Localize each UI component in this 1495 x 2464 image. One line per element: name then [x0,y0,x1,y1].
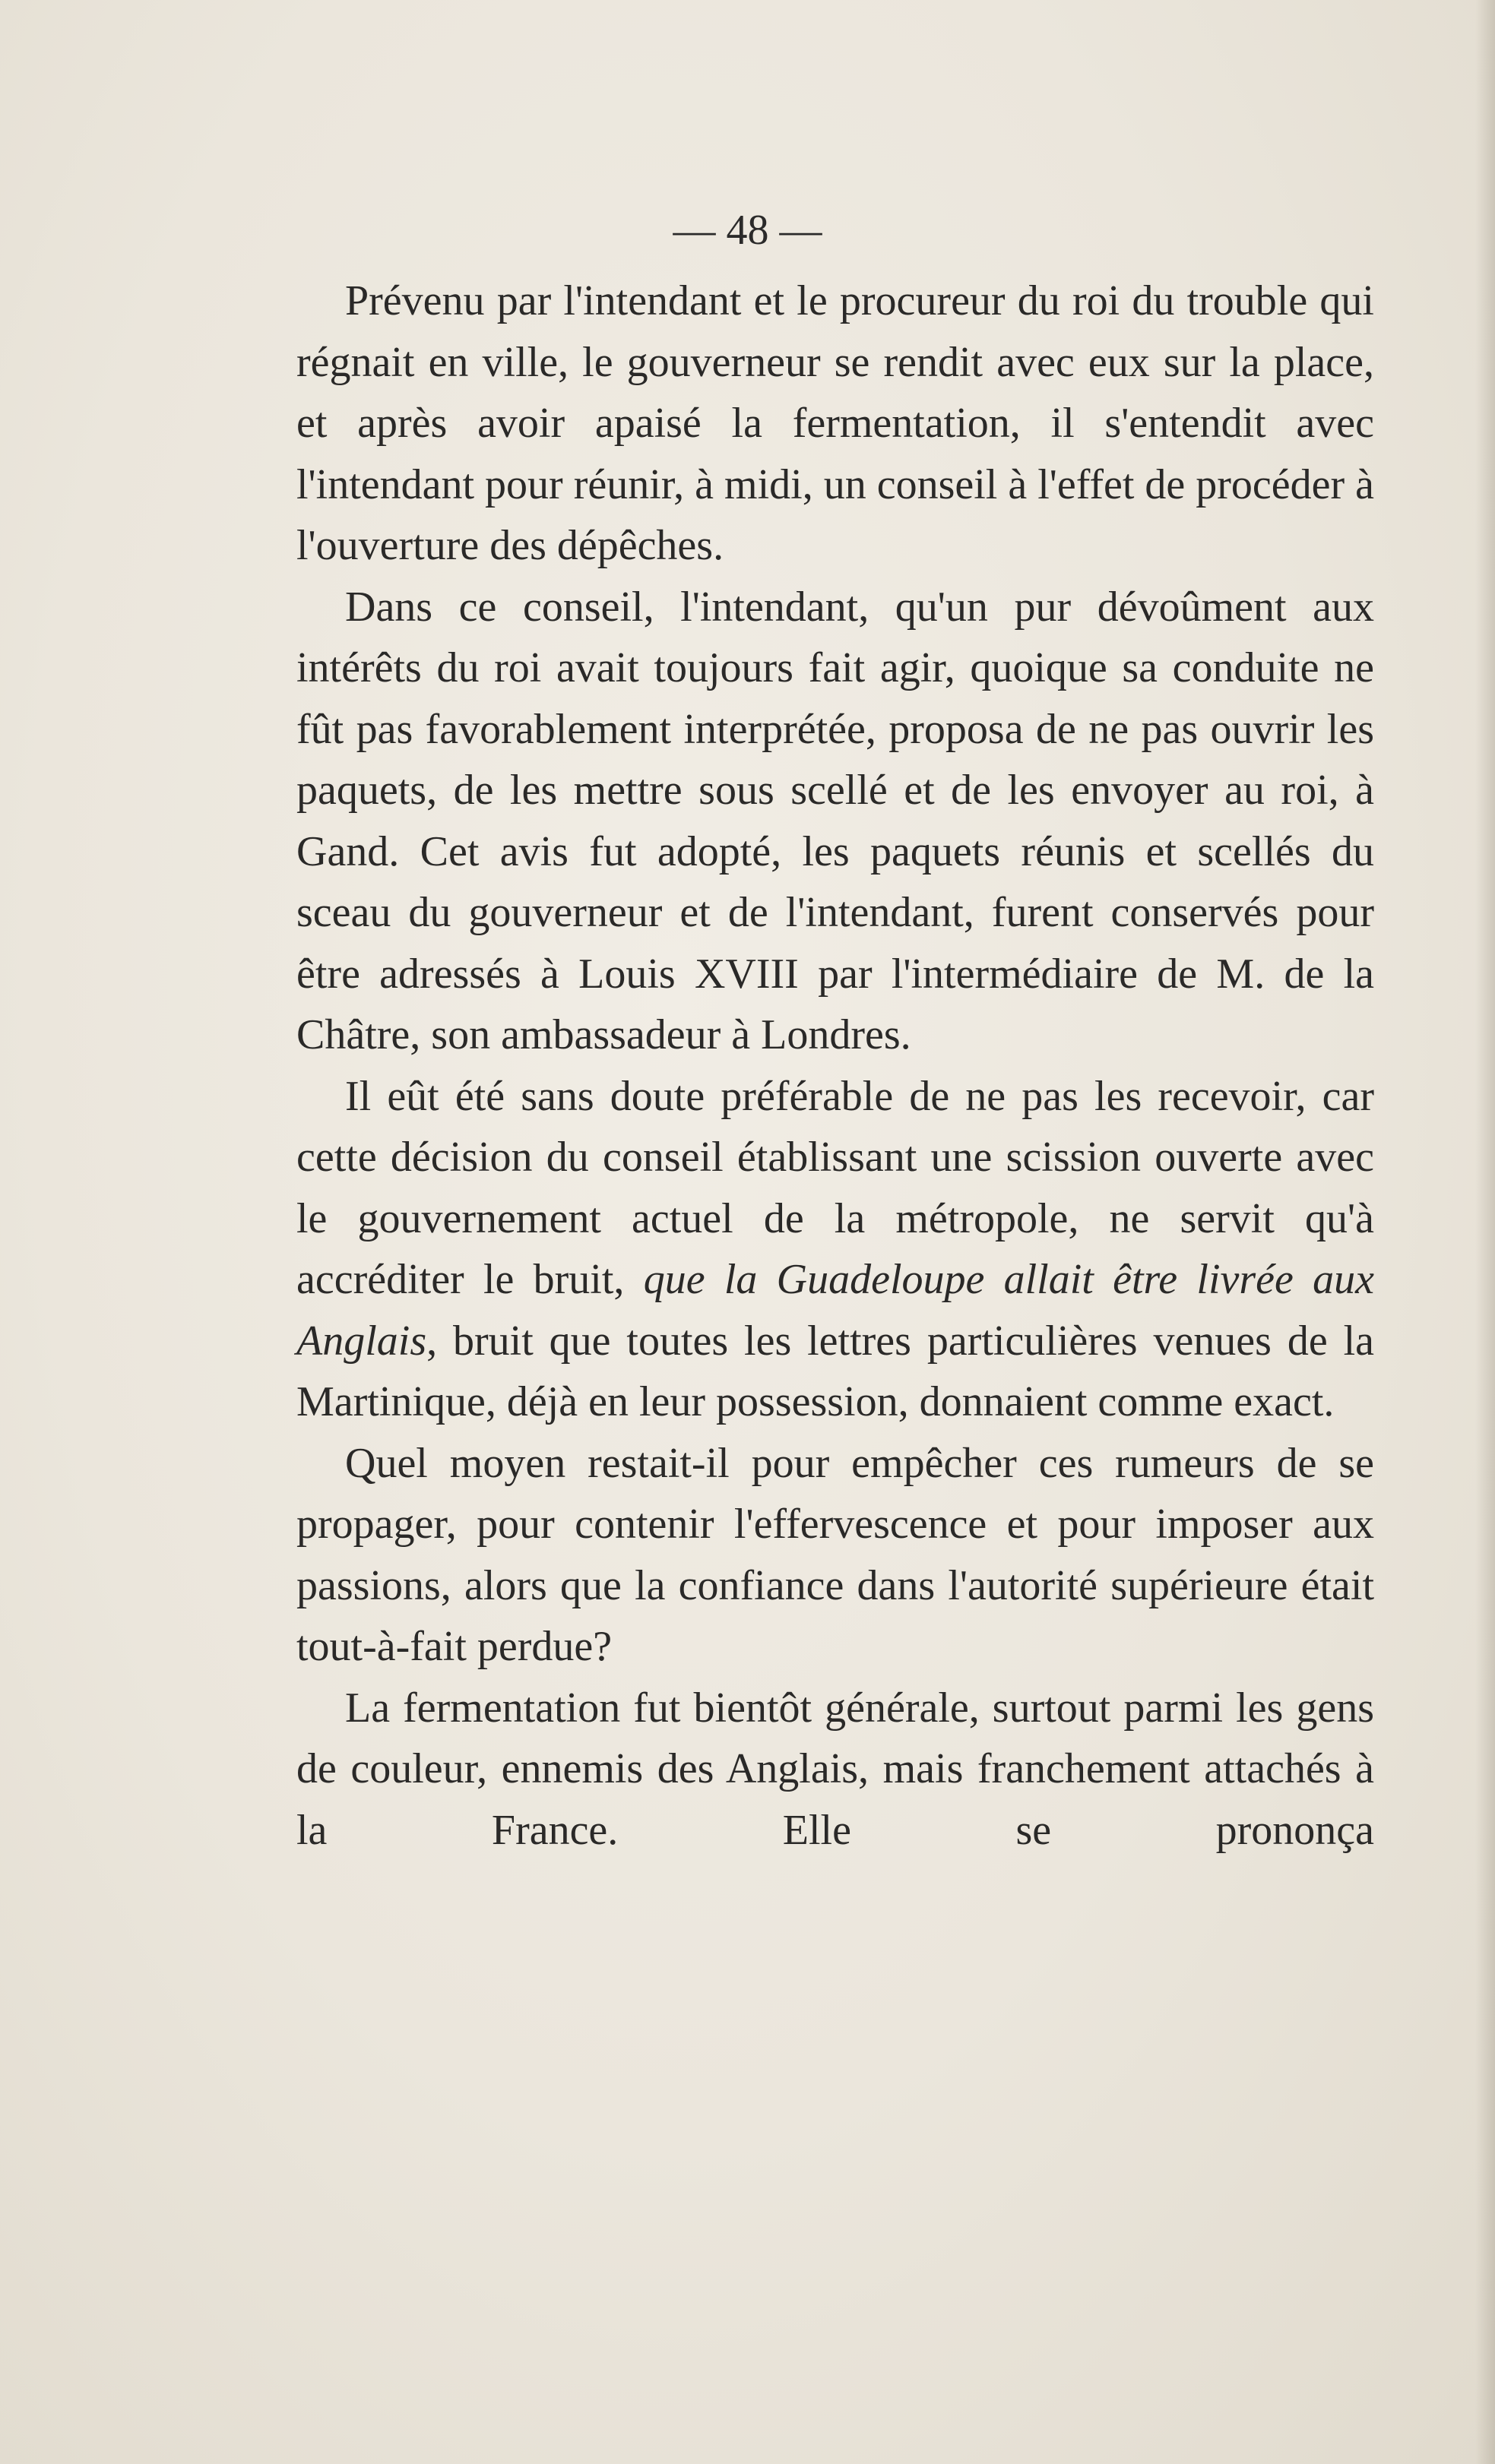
page-edge-shadow [1475,0,1495,2464]
paragraph: La fermentation fut bientôt générale, surtout parmi les gens de couleur, ennemis des Anglais, mais franchement attachés à la France. Elle se prononça [296,1684,1374,1854]
paragraph: Quel moyen restait-il pour empêcher ces rumeurs de se propager, pour contenir l'effervescence et pour imposer aux passions, alors que la confiance dans l'autorité supérieure était tout-à-fait perdue? [296,1439,1374,1670]
paragraph [296,1066,1374,1433]
page-number: — 48 — [673,207,822,254]
paragraph: Prévenu par l'intendant et le procureur du roi du trouble qui régnait en ville, le gouverneur se rendit avec eux sur la place, et après avoir apaisé la fermentation, il s'entendit avec l'intendant pour réunir, à midi, un conseil à l'effet de procéder à l'ouverture des dépêches. [296,277,1374,569]
italic-quote: que la Guadeloupe allait être livrée aux Anglais [296,1256,1374,1365]
paragraph-text: Il eût été sans doute préférable de ne pas les recevoir, car cette décision du conseil établissant une scission ouverte avec le gouvernement actuel de la métropole, ne servit qu'à accréditer le bruit, [296,1072,1374,1303]
paragraph: Dans ce conseil, l'intendant, qu'un pur dévoûment aux intérêts du roi avait toujours fait agir, quoique sa conduite ne fût pas favorablement interprétée, proposa de ne pas ouvrir les paquets, de les mettre sous scellé et de les envoyer au roi, à Gand. Cet avis fut adopté, les paquets réunis et scellés du sceau du gouverneur et de l'intendant, furent conservés pour être adressés à Louis XVIII par l'intermédiaire de M. de la Châtre, son ambassadeur à Londres. [296,583,1374,1058]
paragraph-text: , bruit que toutes les lettres particulières venues de la Martinique, déjà en leur possession, donnaient comme exact. [296,1317,1374,1425]
body-text [296,270,1374,1861]
